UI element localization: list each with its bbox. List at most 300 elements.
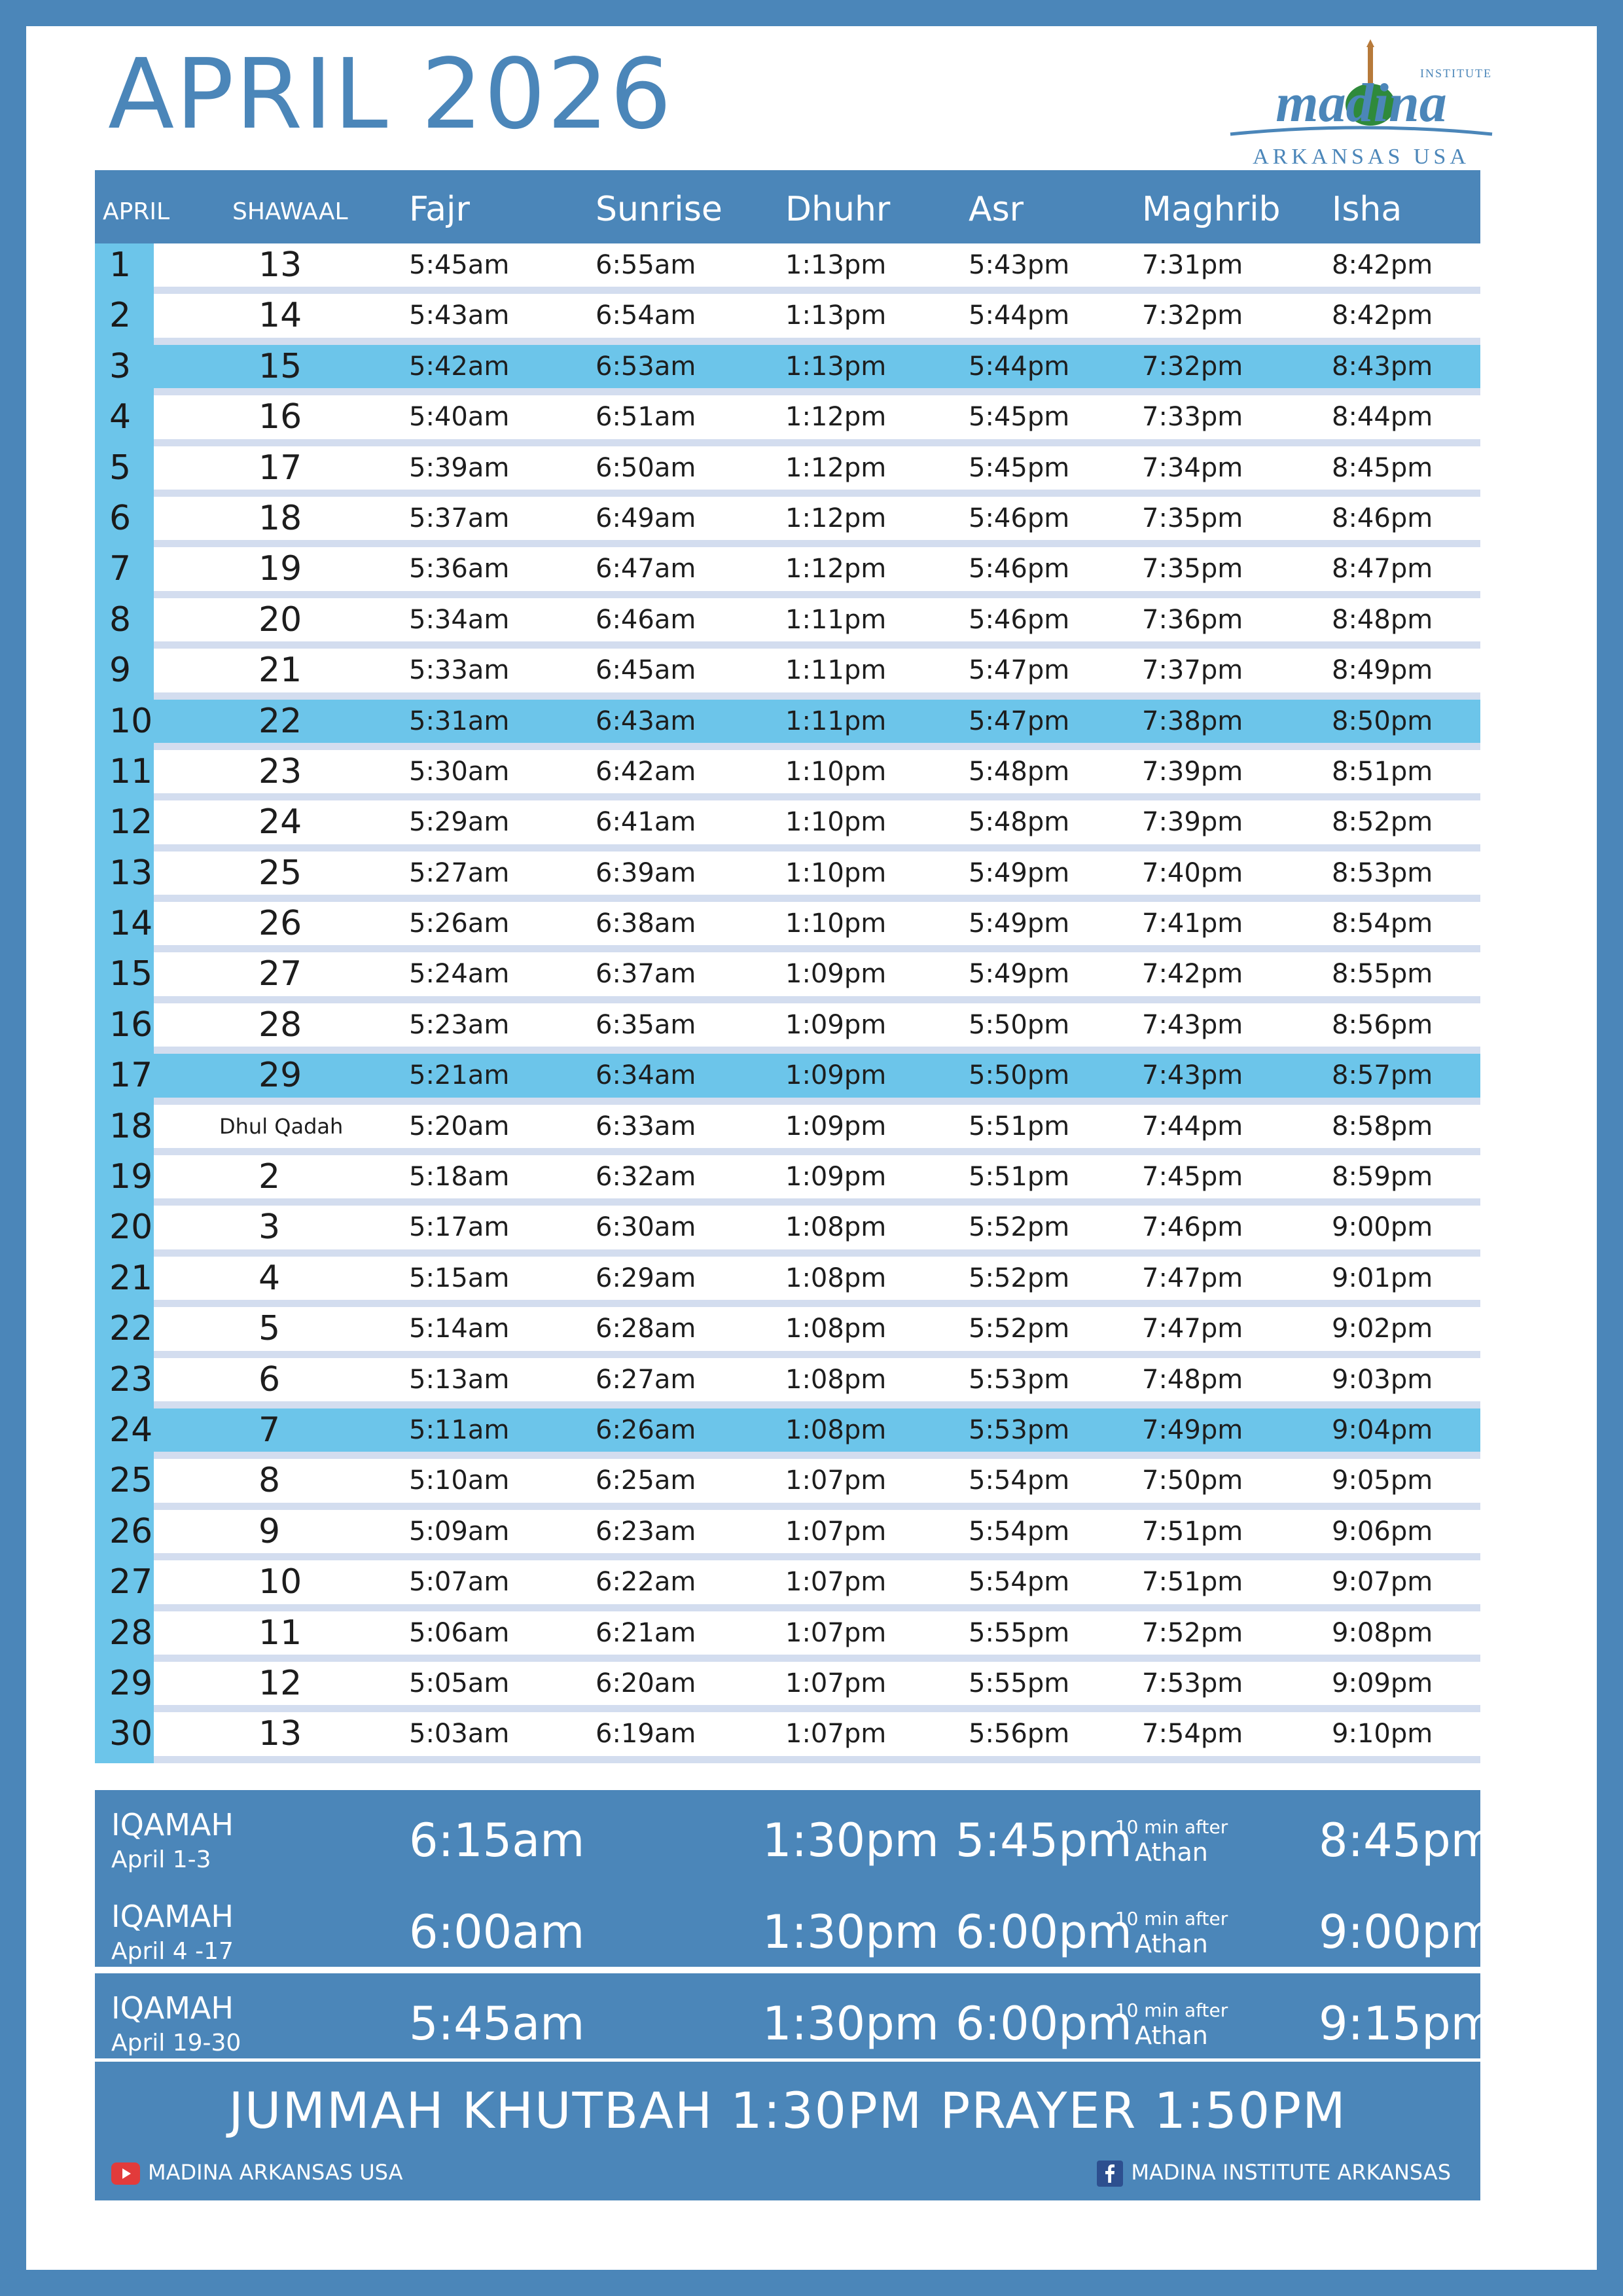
iqamah-range: April 19-30 <box>111 2030 241 2056</box>
asr-time: 5:53pm <box>969 1414 1070 1445</box>
asr-time: 5:52pm <box>969 1212 1070 1243</box>
fajr-time: 5:43am <box>409 300 510 331</box>
dhuhr-time: 1:07pm <box>785 1617 887 1648</box>
isha-time: 8:57pm <box>1332 1060 1433 1091</box>
shawaal-date: 24 <box>259 802 302 842</box>
col-april: APRIL <box>103 198 170 225</box>
maghrib-time: 7:39pm <box>1142 756 1243 787</box>
maghrib-time: 7:44pm <box>1142 1111 1243 1141</box>
sunrise-time: 6:29am <box>596 1263 696 1293</box>
col-shawaal: SHAWAAL <box>232 198 348 225</box>
shawaal-date: 9 <box>259 1511 281 1551</box>
maghrib-time: 7:35pm <box>1142 503 1243 533</box>
fajr-time: 5:14am <box>409 1314 510 1344</box>
shawaal-date: Dhul Qadah <box>219 1113 344 1139</box>
maghrib-time: 7:32pm <box>1142 351 1243 382</box>
dhuhr-time: 1:12pm <box>785 402 887 433</box>
fajr-time: 5:03am <box>409 1719 510 1749</box>
isha-time: 9:10pm <box>1332 1719 1433 1749</box>
dhuhr-time: 1:13pm <box>785 351 887 382</box>
april-date: 11 <box>109 751 153 791</box>
iqamah-isha: 9:15pm <box>1319 1997 1495 2051</box>
table-row <box>95 1155 1480 1206</box>
table-row <box>95 1206 1480 1256</box>
dhuhr-time: 1:08pm <box>785 1314 887 1344</box>
sunrise-time: 6:25am <box>596 1465 696 1496</box>
shawaal-date: 16 <box>259 397 302 437</box>
asr-time: 5:52pm <box>969 1314 1070 1344</box>
maghrib-time: 7:41pm <box>1142 908 1243 939</box>
youtube-label: MADINA ARKANSAS USA <box>148 2160 403 2185</box>
logo-institute: INSTITUTE <box>1420 67 1492 80</box>
shawaal-date: 2 <box>259 1157 281 1197</box>
asr-time: 5:47pm <box>969 706 1070 736</box>
dhuhr-time: 1:10pm <box>785 756 887 787</box>
iqamah-row <box>95 1973 1495 2058</box>
sunrise-time: 6:50am <box>596 452 696 483</box>
shawaal-date: 26 <box>259 904 302 944</box>
shawaal-date: 4 <box>259 1258 281 1298</box>
sunrise-time: 6:41am <box>596 807 696 838</box>
april-date: 26 <box>109 1511 153 1551</box>
april-date: 3 <box>109 346 132 386</box>
asr-time: 5:54pm <box>969 1567 1070 1598</box>
asr-time: 5:45pm <box>969 452 1070 483</box>
fajr-time: 5:37am <box>409 503 510 533</box>
isha-time: 8:49pm <box>1332 655 1433 686</box>
fajr-time: 5:09am <box>409 1516 510 1547</box>
fajr-time: 5:26am <box>409 908 510 939</box>
asr-time: 5:50pm <box>969 1009 1070 1040</box>
asr-time: 5:51pm <box>969 1111 1070 1141</box>
fajr-time: 5:45am <box>409 250 510 280</box>
fajr-time: 5:24am <box>409 959 510 990</box>
youtube-icon <box>111 2162 140 2185</box>
sunrise-time: 6:42am <box>596 756 696 787</box>
asr-time: 5:49pm <box>969 857 1070 888</box>
dhuhr-time: 1:12pm <box>785 503 887 533</box>
maghrib-note-line2: Athan <box>1135 1838 1208 1867</box>
iqamah-fajr: 5:45am <box>409 1997 585 2051</box>
table-body <box>95 243 1480 1763</box>
table-row <box>95 1662 1480 1712</box>
maghrib-note-line2: Athan <box>1135 2021 1208 2050</box>
sunrise-time: 6:26am <box>596 1414 696 1445</box>
maghrib-time: 7:53pm <box>1142 1668 1243 1698</box>
fajr-time: 5:40am <box>409 402 510 433</box>
sunrise-time: 6:45am <box>596 655 696 686</box>
table-row <box>95 902 1480 952</box>
maghrib-time: 7:47pm <box>1142 1263 1243 1293</box>
maghrib-time: 7:51pm <box>1142 1516 1243 1547</box>
dhuhr-time: 1:08pm <box>785 1212 887 1243</box>
april-date: 4 <box>109 397 132 437</box>
shawaal-date: 5 <box>259 1309 281 1349</box>
table-row <box>95 1712 1480 1763</box>
asr-time: 5:48pm <box>969 756 1070 787</box>
iqamah-label: IQAMAH <box>111 1990 234 2026</box>
shawaal-date: 11 <box>259 1613 302 1653</box>
iqamah-asr: 6:00pm <box>955 1997 1132 2051</box>
april-date: 17 <box>109 1056 153 1096</box>
maghrib-note-line1: 10 min after <box>1115 1816 1228 1838</box>
dhuhr-time: 1:11pm <box>785 655 887 686</box>
dhuhr-time: 1:09pm <box>785 1009 887 1040</box>
asr-time: 5:51pm <box>969 1162 1070 1193</box>
isha-time: 8:54pm <box>1332 908 1433 939</box>
table-row <box>95 1510 1480 1560</box>
table-row <box>95 497 1480 547</box>
asr-time: 5:46pm <box>969 554 1070 584</box>
isha-time: 8:50pm <box>1332 706 1433 736</box>
isha-time: 8:51pm <box>1332 756 1433 787</box>
col-dhuhr: Dhuhr <box>785 190 891 229</box>
table-row <box>95 1054 1480 1104</box>
dhuhr-time: 1:12pm <box>785 554 887 584</box>
maghrib-time: 7:39pm <box>1142 807 1243 838</box>
april-date: 21 <box>109 1258 153 1298</box>
maghrib-time: 7:37pm <box>1142 655 1243 686</box>
maghrib-time: 7:36pm <box>1142 604 1243 635</box>
table-row <box>95 800 1480 851</box>
iqamah-row <box>95 1882 1495 1967</box>
dhuhr-time: 1:09pm <box>785 959 887 990</box>
logo-name: madina <box>1275 73 1447 134</box>
table-header <box>95 170 1480 243</box>
asr-time: 5:54pm <box>969 1465 1070 1496</box>
april-date: 15 <box>109 954 153 994</box>
maghrib-time: 7:40pm <box>1142 857 1243 888</box>
prayer-times-table <box>95 170 1480 1763</box>
isha-time: 8:42pm <box>1332 250 1433 280</box>
april-date: 27 <box>109 1562 153 1602</box>
maghrib-time: 7:49pm <box>1142 1414 1243 1445</box>
fajr-time: 5:29am <box>409 807 510 838</box>
isha-time: 8:59pm <box>1332 1162 1433 1193</box>
asr-time: 5:48pm <box>969 807 1070 838</box>
shawaal-date: 29 <box>259 1056 302 1096</box>
isha-time: 9:03pm <box>1332 1364 1433 1395</box>
iqamah-row <box>95 1790 1495 1882</box>
sunrise-time: 6:28am <box>596 1314 696 1344</box>
april-date: 25 <box>109 1461 153 1501</box>
april-date: 24 <box>109 1410 153 1450</box>
dhuhr-time: 1:08pm <box>785 1364 887 1395</box>
sunrise-time: 6:19am <box>596 1719 696 1749</box>
col-asr: Asr <box>969 190 1024 229</box>
fajr-time: 5:39am <box>409 452 510 483</box>
shawaal-date: 14 <box>259 296 302 336</box>
maghrib-note-line1: 10 min after <box>1115 2000 1228 2021</box>
april-date: 28 <box>109 1613 153 1653</box>
april-date: 19 <box>109 1157 153 1197</box>
logo-sub: ARKANSAS USA <box>1253 145 1470 169</box>
maghrib-time: 7:38pm <box>1142 706 1243 736</box>
jummah-banner <box>95 2062 1480 2200</box>
asr-time: 5:53pm <box>969 1364 1070 1395</box>
dhuhr-time: 1:11pm <box>785 604 887 635</box>
dhuhr-time: 1:07pm <box>785 1516 887 1547</box>
facebook-link[interactable] <box>1097 2160 1451 2187</box>
isha-time: 9:00pm <box>1332 1212 1433 1243</box>
april-date: 22 <box>109 1309 153 1349</box>
page-title: APRIL 2026 <box>108 38 673 151</box>
april-date: 13 <box>109 853 153 893</box>
april-date: 20 <box>109 1208 153 1247</box>
april-date: 29 <box>109 1663 153 1703</box>
table-row <box>95 1307 1480 1357</box>
asr-time: 5:43pm <box>969 250 1070 280</box>
sunrise-time: 6:33am <box>596 1111 696 1141</box>
fajr-time: 5:42am <box>409 351 510 382</box>
facebook-icon <box>1097 2161 1123 2187</box>
shawaal-date: 22 <box>259 701 302 741</box>
iqamah-dhuhr: 1:30pm <box>762 1905 939 1959</box>
table-row <box>95 1003 1480 1054</box>
table-row <box>95 750 1480 800</box>
april-date: 14 <box>109 904 153 944</box>
dhuhr-time: 1:10pm <box>785 807 887 838</box>
maghrib-time: 7:54pm <box>1142 1719 1243 1749</box>
asr-time: 5:49pm <box>969 908 1070 939</box>
maghrib-time: 7:34pm <box>1142 452 1243 483</box>
sunrise-time: 6:51am <box>596 402 696 433</box>
fajr-time: 5:23am <box>409 1009 510 1040</box>
iqamah-range: April 4 -17 <box>111 1938 234 1965</box>
sunrise-time: 6:39am <box>596 857 696 888</box>
iqamah-label: IQAMAH <box>111 1899 234 1934</box>
table-row <box>95 649 1480 699</box>
april-date: 5 <box>109 448 132 488</box>
shawaal-date: 3 <box>259 1208 281 1247</box>
shawaal-date: 13 <box>259 245 302 285</box>
dhuhr-time: 1:13pm <box>785 250 887 280</box>
sunrise-time: 6:37am <box>596 959 696 990</box>
fajr-time: 5:06am <box>409 1617 510 1648</box>
sunrise-time: 6:38am <box>596 908 696 939</box>
sunrise-time: 6:47am <box>596 554 696 584</box>
shawaal-date: 6 <box>259 1359 281 1399</box>
april-date: 12 <box>109 802 153 842</box>
fajr-time: 5:05am <box>409 1668 510 1698</box>
iqamah-maghrib-note <box>1103 1816 1240 1867</box>
maghrib-time: 7:35pm <box>1142 554 1243 584</box>
isha-time: 9:04pm <box>1332 1414 1433 1445</box>
april-date: 7 <box>109 549 132 589</box>
shawaal-date: 23 <box>259 751 302 791</box>
shawaal-date: 21 <box>259 651 302 691</box>
sunrise-time: 6:54am <box>596 300 696 331</box>
maghrib-time: 7:51pm <box>1142 1567 1243 1598</box>
isha-time: 8:42pm <box>1332 300 1433 331</box>
iqamah-dhuhr: 1:30pm <box>762 1997 939 2051</box>
isha-time: 9:01pm <box>1332 1263 1433 1293</box>
maghrib-time: 7:32pm <box>1142 300 1243 331</box>
sunrise-time: 6:46am <box>596 604 696 635</box>
shawaal-date: 15 <box>259 346 302 386</box>
april-date: 2 <box>109 296 132 336</box>
sunrise-time: 6:23am <box>596 1516 696 1547</box>
iqamah-isha: 8:45pm <box>1319 1814 1495 1867</box>
youtube-link[interactable] <box>111 2160 402 2185</box>
fajr-time: 5:07am <box>409 1567 510 1598</box>
fajr-time: 5:13am <box>409 1364 510 1395</box>
isha-time: 8:48pm <box>1332 604 1433 635</box>
dhuhr-time: 1:09pm <box>785 1060 887 1091</box>
shawaal-date: 19 <box>259 549 302 589</box>
april-date: 16 <box>109 1005 153 1045</box>
april-date: 30 <box>109 1714 153 1754</box>
isha-time: 8:52pm <box>1332 807 1433 838</box>
table-row <box>95 1611 1480 1662</box>
shawaal-date: 20 <box>259 600 302 639</box>
april-date: 18 <box>109 1106 153 1146</box>
sunrise-time: 6:21am <box>596 1617 696 1648</box>
table-row <box>95 547 1480 598</box>
fajr-time: 5:10am <box>409 1465 510 1496</box>
isha-time: 8:47pm <box>1332 554 1433 584</box>
asr-time: 5:55pm <box>969 1617 1070 1648</box>
asr-time: 5:54pm <box>969 1516 1070 1547</box>
isha-time: 9:02pm <box>1332 1314 1433 1344</box>
maghrib-time: 7:50pm <box>1142 1465 1243 1496</box>
april-date: 10 <box>109 701 153 741</box>
isha-time: 9:06pm <box>1332 1516 1433 1547</box>
maghrib-time: 7:48pm <box>1142 1364 1243 1395</box>
facebook-label: MADINA INSTITUTE ARKANSAS <box>1131 2160 1451 2185</box>
shawaal-date: 28 <box>259 1005 302 1045</box>
fajr-time: 5:21am <box>409 1060 510 1091</box>
asr-time: 5:55pm <box>969 1668 1070 1698</box>
asr-time: 5:49pm <box>969 959 1070 990</box>
sunrise-time: 6:30am <box>596 1212 696 1243</box>
sunrise-time: 6:32am <box>596 1162 696 1193</box>
fajr-time: 5:27am <box>409 857 510 888</box>
col-fajr: Fajr <box>409 190 470 229</box>
maghrib-time: 7:46pm <box>1142 1212 1243 1243</box>
table-row <box>95 1459 1480 1509</box>
shawaal-date: 18 <box>259 498 302 538</box>
dhuhr-time: 1:07pm <box>785 1668 887 1698</box>
asr-time: 5:50pm <box>969 1060 1070 1091</box>
dhuhr-time: 1:08pm <box>785 1414 887 1445</box>
iqamah-label: IQAMAH <box>111 1807 234 1842</box>
april-date: 6 <box>109 498 132 538</box>
iqamah-fajr: 6:15am <box>409 1814 585 1867</box>
fajr-time: 5:31am <box>409 706 510 736</box>
table-row <box>95 294 1480 344</box>
table-row <box>95 1408 1480 1459</box>
dhuhr-time: 1:07pm <box>785 1567 887 1598</box>
fajr-time: 5:17am <box>409 1212 510 1243</box>
fajr-time: 5:36am <box>409 554 510 584</box>
maghrib-time: 7:45pm <box>1142 1162 1243 1193</box>
sunrise-time: 6:49am <box>596 503 696 533</box>
table-row <box>95 700 1480 750</box>
fajr-time: 5:18am <box>409 1162 510 1193</box>
sunrise-time: 6:35am <box>596 1009 696 1040</box>
col-maghrib: Maghrib <box>1142 190 1281 229</box>
dhuhr-time: 1:10pm <box>785 857 887 888</box>
dhuhr-time: 1:07pm <box>785 1465 887 1496</box>
iqamah-maghrib-note <box>1103 1908 1240 1958</box>
shawaal-date: 12 <box>259 1663 302 1703</box>
dhuhr-time: 1:13pm <box>785 300 887 331</box>
isha-time: 9:07pm <box>1332 1567 1433 1598</box>
shawaal-date: 13 <box>259 1714 302 1754</box>
april-date: 8 <box>109 600 132 639</box>
asr-time: 5:52pm <box>969 1263 1070 1293</box>
iqamah-isha: 9:00pm <box>1319 1905 1495 1959</box>
table-row <box>95 446 1480 497</box>
iqamah-asr: 6:00pm <box>955 1905 1132 1959</box>
sunrise-time: 6:20am <box>596 1668 696 1698</box>
maghrib-time: 7:43pm <box>1142 1009 1243 1040</box>
table-row <box>95 598 1480 649</box>
maghrib-note-line2: Athan <box>1135 1929 1208 1958</box>
isha-time: 8:53pm <box>1332 857 1433 888</box>
dhuhr-time: 1:08pm <box>785 1263 887 1293</box>
isha-time: 8:43pm <box>1332 351 1433 382</box>
jummah-text: JUMMAH KHUTBAH 1:30PM PRAYER 1:50PM <box>228 2081 1347 2140</box>
april-date: 9 <box>109 651 132 691</box>
minaret-top <box>1366 39 1374 47</box>
isha-time: 9:05pm <box>1332 1465 1433 1496</box>
isha-time: 8:46pm <box>1332 503 1433 533</box>
shawaal-date: 8 <box>259 1461 281 1501</box>
fajr-time: 5:30am <box>409 756 510 787</box>
sunrise-time: 6:34am <box>596 1060 696 1091</box>
table-row <box>95 243 1480 294</box>
dhuhr-time: 1:11pm <box>785 706 887 736</box>
maghrib-time: 7:52pm <box>1142 1617 1243 1648</box>
shawaal-date: 25 <box>259 853 302 893</box>
table-row <box>95 852 1480 902</box>
iqamah-dhuhr: 1:30pm <box>762 1814 939 1867</box>
isha-time: 8:44pm <box>1332 402 1433 433</box>
iqamah-asr: 5:45pm <box>955 1814 1132 1867</box>
asr-time: 5:44pm <box>969 351 1070 382</box>
isha-time: 8:45pm <box>1332 452 1433 483</box>
table-row <box>95 1105 1480 1155</box>
col-sunrise: Sunrise <box>596 190 722 229</box>
dhuhr-time: 1:12pm <box>785 452 887 483</box>
fajr-time: 5:33am <box>409 655 510 686</box>
isha-time: 9:08pm <box>1332 1617 1433 1648</box>
shawaal-date: 7 <box>259 1410 281 1450</box>
sunrise-time: 6:53am <box>596 351 696 382</box>
april-date: 23 <box>109 1359 153 1399</box>
shawaal-date: 27 <box>259 954 302 994</box>
asr-time: 5:45pm <box>969 402 1070 433</box>
col-isha: Isha <box>1332 190 1402 229</box>
shawaal-date: 17 <box>259 448 302 488</box>
april-date: 1 <box>109 245 132 285</box>
iqamah-range: April 1-3 <box>111 1846 211 1873</box>
maghrib-time: 7:31pm <box>1142 250 1243 280</box>
maghrib-time: 7:42pm <box>1142 959 1243 990</box>
asr-time: 5:46pm <box>969 604 1070 635</box>
asr-time: 5:47pm <box>969 655 1070 686</box>
fajr-time: 5:11am <box>409 1414 510 1445</box>
table-row <box>95 952 1480 1003</box>
isha-time: 8:55pm <box>1332 959 1433 990</box>
maghrib-time: 7:43pm <box>1142 1060 1243 1091</box>
sunrise-time: 6:22am <box>596 1567 696 1598</box>
fajr-time: 5:34am <box>409 604 510 635</box>
maghrib-time: 7:33pm <box>1142 402 1243 433</box>
sunrise-time: 6:55am <box>596 250 696 280</box>
